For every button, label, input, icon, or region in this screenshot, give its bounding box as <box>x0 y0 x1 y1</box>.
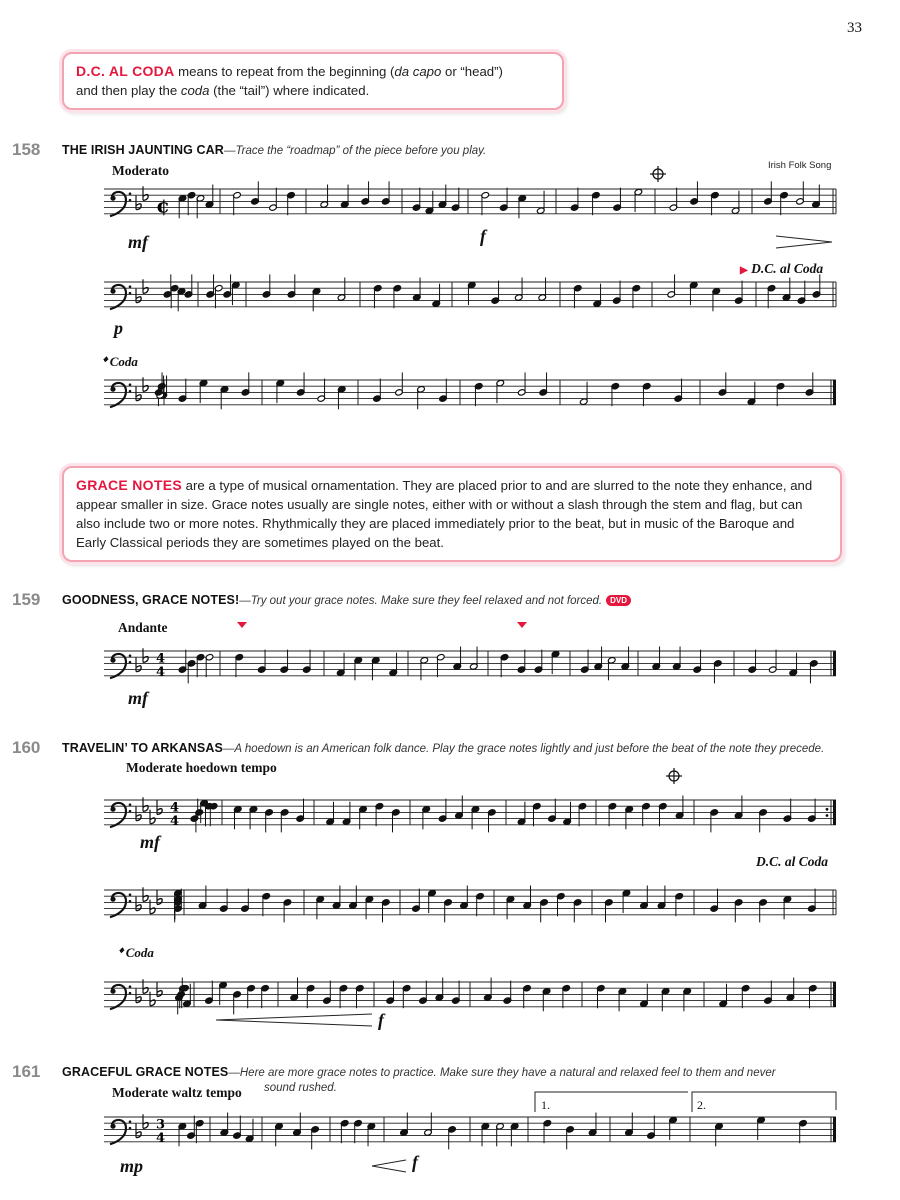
bass-clef-dot <box>110 196 115 201</box>
coda-sign-icon: 𝄌 <box>102 354 107 369</box>
flat-icon <box>143 195 148 201</box>
repeat-dot <box>826 808 829 811</box>
coda-sign-icon: 𝄌 <box>118 945 123 960</box>
bass-clef-dot <box>110 289 115 294</box>
bass-clef-dot <box>110 989 115 994</box>
staff-system <box>104 886 836 923</box>
bass-clef-dot <box>129 383 132 386</box>
dc-al-coda-marking: D.C. al Coda <box>756 854 829 869</box>
bass-clef-dot <box>129 893 132 896</box>
dc-text-4: and then play the <box>76 83 181 98</box>
dc-text-1: means to repeat from the beginning ( <box>174 64 395 79</box>
bass-clef-dot <box>129 390 132 393</box>
final-barline-thick <box>833 380 836 405</box>
grace-notes-term: GRACE NOTES <box>76 477 182 493</box>
time-signature-bottom: 4 <box>170 813 180 829</box>
flat-icon <box>136 815 141 821</box>
flat-icon <box>136 666 141 672</box>
dvd-badge-icon: DVD <box>606 595 631 606</box>
flat-icon <box>150 1000 155 1006</box>
bass-clef-dot <box>129 654 132 657</box>
tempo-marking: Moderate hoedown tempo <box>126 760 277 775</box>
bass-clef-dot <box>110 807 115 812</box>
exercise-title: GRACEFUL GRACE NOTES <box>62 1065 229 1079</box>
repeat-dot <box>826 814 829 817</box>
exercise-number: 160 <box>12 738 41 757</box>
staff-system <box>104 647 836 684</box>
dc-text-da-capo: da capo <box>394 64 442 79</box>
flat-icon <box>150 908 155 914</box>
composer-credit: Irish Folk Song <box>768 160 832 171</box>
flat-icon <box>143 806 148 812</box>
staff-system <box>104 372 836 409</box>
bass-clef-dot <box>129 803 132 806</box>
flat-icon <box>136 997 141 1003</box>
bass-clef-dot <box>110 387 115 392</box>
dynamic-mf: mf <box>128 232 148 252</box>
flat-icon <box>143 657 148 663</box>
bass-clef-dot <box>129 985 132 988</box>
time-signature-top: 4 <box>156 651 166 667</box>
exercise-description: —A hoedown is an American folk dance. Play the grace notes lightly and just before the beat of the note they precede. <box>222 743 825 755</box>
bass-clef-dot <box>129 199 132 202</box>
dc-text-6: (the “tail”) where indicated. <box>209 83 370 98</box>
exercise-description: —Trace the “roadmap” of the piece before you play. <box>223 145 487 157</box>
flat-icon <box>143 288 148 294</box>
decrescendo-hairpin <box>776 236 832 248</box>
final-barline-thick <box>833 982 836 1007</box>
tempo-marking: Moderato <box>112 163 169 178</box>
flat-icon <box>143 386 148 392</box>
red-triangle-icon: ▶ <box>740 265 748 276</box>
bass-clef-dot <box>129 292 132 295</box>
staff-system <box>104 1113 836 1150</box>
exercise-description: —Try out your grace notes. Make sure they feel relaxed and not forced. <box>239 595 603 607</box>
dynamic-p: p <box>114 318 123 338</box>
page-number: 33 <box>847 20 862 36</box>
flat-icon <box>136 905 141 911</box>
exercise-number: 158 <box>12 140 41 159</box>
second-ending-bracket <box>692 1092 836 1112</box>
flat-icon <box>157 899 162 905</box>
time-signature-top: 3 <box>156 1117 166 1133</box>
repeat-barline-thick <box>833 800 836 825</box>
exercise-description: —Here are more grace notes to practice. Make sure they have a natural and relaxed feel to them and never <box>228 1067 776 1079</box>
flat-icon <box>143 988 148 994</box>
flat-icon <box>136 395 141 401</box>
dynamic-mf: mf <box>128 688 148 708</box>
crescendo-hairpin <box>216 1014 372 1026</box>
tempo-marking: Moderate waltz tempo <box>112 1085 242 1100</box>
dc-text-3: or “head”) <box>441 64 503 79</box>
crescendo-hairpin <box>372 1160 406 1172</box>
time-signature-top: 4 <box>170 800 180 816</box>
final-barline-thick <box>833 651 836 676</box>
flat-icon <box>136 297 141 303</box>
second-ending-label: 2. <box>697 1098 706 1112</box>
bass-clef-dot <box>129 992 132 995</box>
flat-icon <box>157 809 162 815</box>
staff-system <box>104 181 836 218</box>
staff-system <box>104 978 836 1015</box>
flat-icon <box>143 896 148 902</box>
flat-icon <box>136 204 141 210</box>
coda-text: Coda <box>125 945 154 960</box>
grace-notes-text: are a type of musical ornamentation. They are placed prior to and are slurred to the note they enhance, and appear smaller in size. Grace notes usually are single notes, either with or without a slash through the stem and flag, but can also include two or more notes. Rhythmically they are placed immediately prior to the beat, but in music of the Baroque and Early Classical periods they are sometimes played on the beat. <box>76 478 813 550</box>
dc-al-coda-term: D.C. AL CODA <box>76 63 175 79</box>
staff-system <box>104 796 836 833</box>
final-barline-thick <box>833 1117 836 1142</box>
common-time-icon: ¢ <box>156 193 170 218</box>
bass-clef-dot <box>110 897 115 902</box>
flat-icon <box>150 818 155 824</box>
dynamic-f: f <box>412 1152 418 1172</box>
bass-clef-dot <box>129 661 132 664</box>
dc-text-coda: coda <box>180 83 210 98</box>
staff-system <box>104 274 836 311</box>
dynamic-mf: mf <box>140 832 160 852</box>
dynamic-mp: mp <box>120 1156 144 1176</box>
bass-clef-dot <box>129 810 132 813</box>
flat-icon <box>136 1132 141 1138</box>
tempo-marking: Andante <box>118 620 168 635</box>
dynamic-f: f <box>480 226 486 246</box>
first-ending-label: 1. <box>541 1098 550 1112</box>
exercise-title: THE IRISH JAUNTING CAR <box>62 143 224 157</box>
red-triangle-icon <box>237 622 247 628</box>
bass-clef-dot <box>129 1127 132 1130</box>
exercise-title: GOODNESS, GRACE NOTES! <box>62 593 240 607</box>
time-signature-bottom: 4 <box>156 1130 166 1146</box>
bass-clef-dot <box>129 192 132 195</box>
exercise-number: 161 <box>12 1062 41 1081</box>
bass-clef-dot <box>129 900 132 903</box>
bass-clef-dot <box>129 1120 132 1123</box>
exercise-description-cont: sound rushed. <box>264 1082 337 1094</box>
dynamic-f: f <box>378 1010 384 1030</box>
bass-clef-dot <box>129 285 132 288</box>
red-triangle-icon <box>517 622 527 628</box>
coda-text: Coda <box>109 354 138 369</box>
exercise-number: 159 <box>12 590 41 609</box>
flat-icon <box>157 991 162 997</box>
first-ending-bracket <box>535 1092 688 1112</box>
exercise-title: TRAVELIN’ TO ARKANSAS <box>62 741 223 755</box>
dc-al-coda-text: D.C. al Coda <box>751 261 824 276</box>
flat-icon <box>143 1123 148 1129</box>
time-signature-bottom: 4 <box>156 664 166 680</box>
bass-clef-dot <box>110 658 115 663</box>
bass-clef-dot <box>110 1124 115 1129</box>
